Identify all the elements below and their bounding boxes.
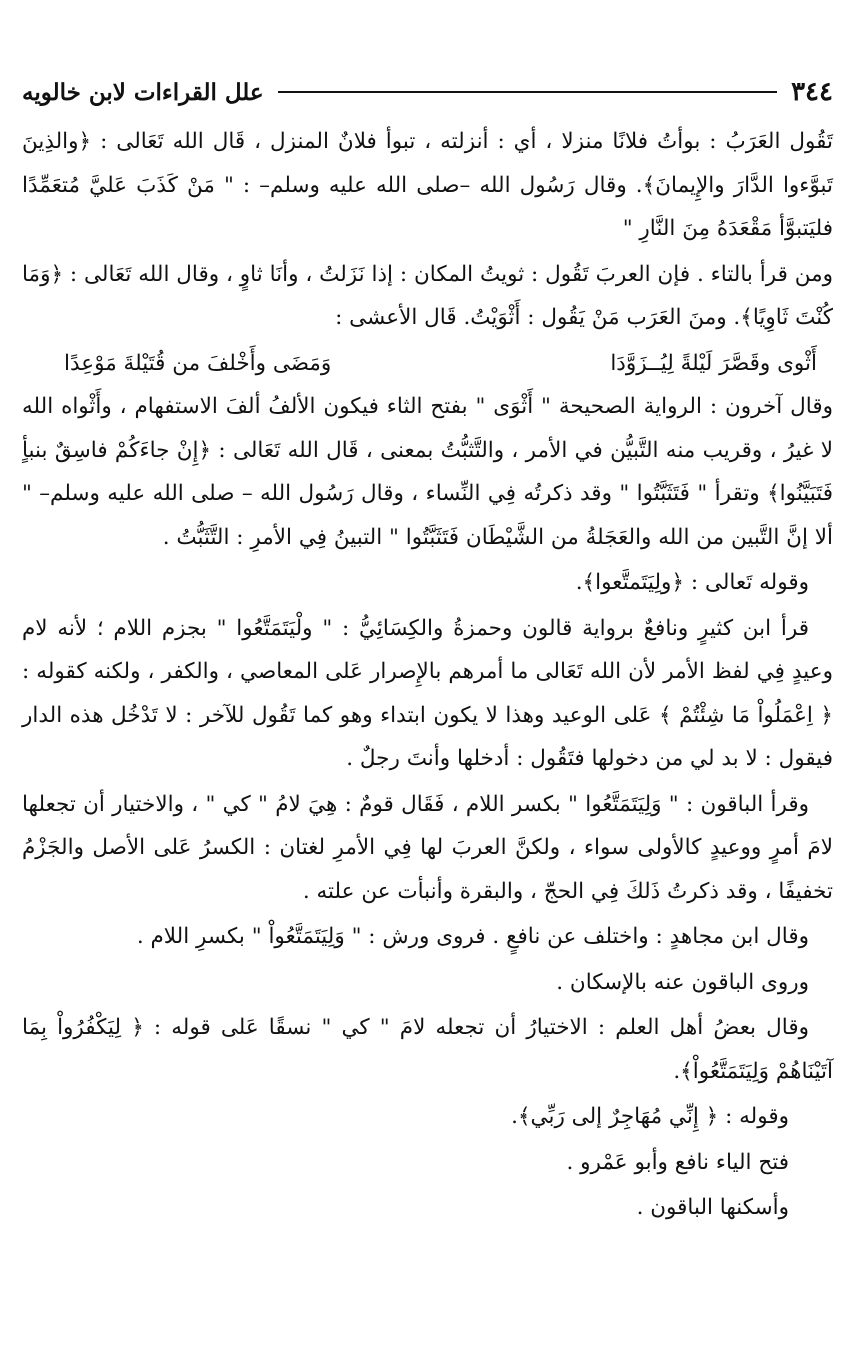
page-number: ٣٤٤ <box>791 77 833 107</box>
paragraph: ومن قرأ بالتاء . فإن العربَ تَقُول : ثويتُ المكان : إذا نَزَلتُ ، وأنَا ثاوٍ ، وقال الله تَعَالى : ﴿وَمَا كُنْتَ ثَاوِيًا﴾. ومنَ العَرَب مَنْ يَقُول : أَثْوَيْتُ. قَال الأعشى : <box>22 261 833 330</box>
paragraph: فتح الياء نافع وأبو عَمْرو . <box>566 1149 789 1175</box>
running-title: علل القراءات لابن خالويه <box>22 78 264 106</box>
verse-heading: وقوله : ﴿ إِنِّي مُهَاجِرٌ إلى رَبِّي﴾. <box>511 1104 789 1129</box>
paragraph: قرأ ابن كثيرٍ ونافعٌ برواية قالون وحمزةُ والكِسَائِيُّ : " ولْيَتَمَتَّعُوا " بجزم اللام ؛ لأنه لام وعيدٍ فِي لفظ الأمر لأن الله تَعَالى ما أمرهم بالإِصرار عَلى المعاصي ، والكفر ، ولكنه كقوله : ﴿ اِعْمَلُواْ مَا شِئْتُمْ ﴾ عَلى الوعيد وهذا لا يكون ابتداء وهو كما تَقُول للآخر : لا تَدْخُل هذه الدار فيقول : لا بد لي من دخولها فتَقُول : أدخلها وأنتَ رجلٌ . <box>22 615 833 771</box>
paragraph: وقال آخرون : الرواية الصحيحة " أَثْوَى " بفتح الثاء فيكون الألفُ ألفَ الاستفهام ، وأَثْواه الله لا غيرُ ، وقريب منه التَّبيُّن في الأمر ، والتَّثبُّتُ بمعنى ، قَال الله تَعَالى : ﴿إِنْ جاءَكُمْ فاسِقٌ بنبأٍ فَتَبَيَّنُوا﴾ وتقرأ " فَتَثَبَّتُوا " وقد ذكرتُه فِي النِّساء ، وقال رَسُول الله – صلى الله عليه وسلم– " ألا إنَّ التَّبين من الله والعَجَلةُ من الشَّيْطَان فَتَثَبَّتُوا " التبينُ فِي الأمرِ : التَّثَبُّتُ . <box>22 394 833 550</box>
page-body <box>22 120 833 1230</box>
paragraph: تَقُول العَرَبُ : بوأتُ فلانًا منزلا ، أي : أنزلته ، تبوأ فلانٌ المنزل ، قَال الله تَعَالى : ﴿والذِينَ تَبوَّءوا الدَّارَ والإِيمانَ﴾. وقال رَسُول الله –صلى الله عليه وسلم– : " مَنْ كَذَبَ عَليَّ مُتعَمِّدًا فليَتبوَّأ مَقْعَدَهُ مِنَ النَّارِ " <box>22 129 833 241</box>
poetry-verse <box>22 342 833 386</box>
verse-second-hemistich: وَمَضَى وأَخْلفَ من قُتَيْلةَ مَوْعِدًا <box>64 350 332 376</box>
verse-heading: وقوله تَعالى : ﴿ولِيَتَمتَّعوا﴾. <box>575 570 809 595</box>
paragraph: وقرأ الباقون : " وَلِيَتَمَتَّعُوا " بكسر اللام ، فَقَال قومٌ : هِيَ لامُ " كي " ، والاختيار أن تجعلها لامَ أمرٍ ووعيدٍ كالأولى سواء ، ولكنَّ العربَ لها فِي الأمرِ لغتان : الكسرُ عَلى الأصل والجَزْمُ تخفيفًا ، وقد ذكرتُ ذَلكَ فِي الحجّ ، والبقرة وأنبأت عن علته . <box>22 791 833 904</box>
header-rule <box>278 91 777 93</box>
page-header <box>22 72 833 112</box>
verse-first-hemistich: أَثْوى وقَصَّرَ لَيْلةً لِيُــزَوَّدَا <box>610 350 817 376</box>
paragraph: وأسكنها الباقون . <box>636 1195 789 1220</box>
paragraph: وروى الباقون عنه بالإسكان . <box>556 969 809 995</box>
paragraph: وقال ابن مجاهدٍ : واختلف عن نافعٍ . فروى ورش : " وَلِيَتَمَتَّعُواْ " بكسرِ اللام . <box>136 924 809 949</box>
paragraph: وقال بعضُ أهل العلم : الاختيارُ أن تجعله لامَ " كي " نسقًا عَلى قوله : ﴿ لِيَكْفُرُواْ بِمَا آتَيْنَاهُمْ وَلِيَتَمَتَّعُواْ﴾. <box>22 1015 833 1084</box>
